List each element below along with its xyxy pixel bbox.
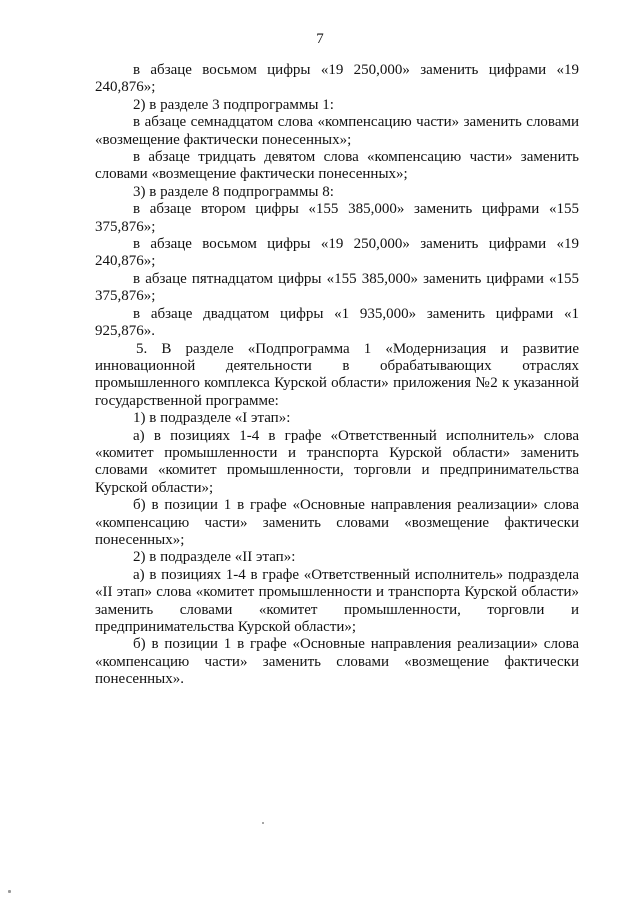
paragraph: в абзаце восьмом цифры «19 250,000» заменить цифрами «19 240,876»; <box>95 62 579 96</box>
paragraph: 1) в подразделе «I этап»: <box>133 410 291 427</box>
paragraph: 2) в подразделе «II этап»: <box>133 549 296 566</box>
paragraph: 2) в разделе 3 подпрограммы 1: <box>133 96 334 113</box>
paragraph: в абзаце восьмом цифры «19 250,000» заменить цифрами «19 240,876»; <box>95 236 579 270</box>
paragraph: в абзаце втором цифры «155 385,000» заменить цифрами «155 375,876»; <box>95 201 579 235</box>
scan-artifact <box>262 822 264 824</box>
paragraph: в абзаце пятнадцатом цифры «155 385,000» заменить цифрами «155 375,876»; <box>95 270 579 305</box>
paragraph: в абзаце семнадцатом слова «компенсацию части» заменить словами «возмещение фактически понесенных»; <box>95 114 579 148</box>
section-paragraph: 5. В разделе «Подпрограмма 1 «Модернизация и развитие инновационной деятельности в обрабатывающих отраслях промышленного комплекса Курской области» приложения №2 к указанной государственной программе: <box>95 340 579 409</box>
paragraph: а) в позициях 1-4 в графе «Ответственный исполнитель» слова «комитет промышленности и транспорта Курской области» заменить словами «комитет промышленности, торговли и предпринимательства Курской области»; <box>95 427 579 496</box>
paragraph: в абзаце двадцатом цифры «1 935,000» заменить цифрами «1 925,876». <box>95 305 579 340</box>
paragraph: а) в позициях 1-4 в графе «Ответственный исполнитель» подраздела «II этап» слова «комитет промышленности и транспорта Курской области» заменить словами «комитет промышленности, торговли и предпринимательства Курской области»; <box>95 566 579 635</box>
paragraph: б) в позиции 1 в графе «Основные направления реализации» слова «компенсацию части» заменить словами «возмещение фактически понесенных». <box>95 636 579 688</box>
paragraph: б) в позиции 1 в графе «Основные направления реализации» слова «компенсацию части» заменить словами «возмещение фактически понесенных»; <box>95 497 579 548</box>
page-number: 7 <box>316 31 324 47</box>
paragraph: 3) в разделе 8 подпрограммы 8: <box>133 183 334 200</box>
scan-artifact <box>8 890 11 893</box>
paragraph: в абзаце тридцать девятом слова «компенсацию части» заменить словами «возмещение фактически понесенных»; <box>95 149 579 183</box>
document-body <box>95 62 579 689</box>
